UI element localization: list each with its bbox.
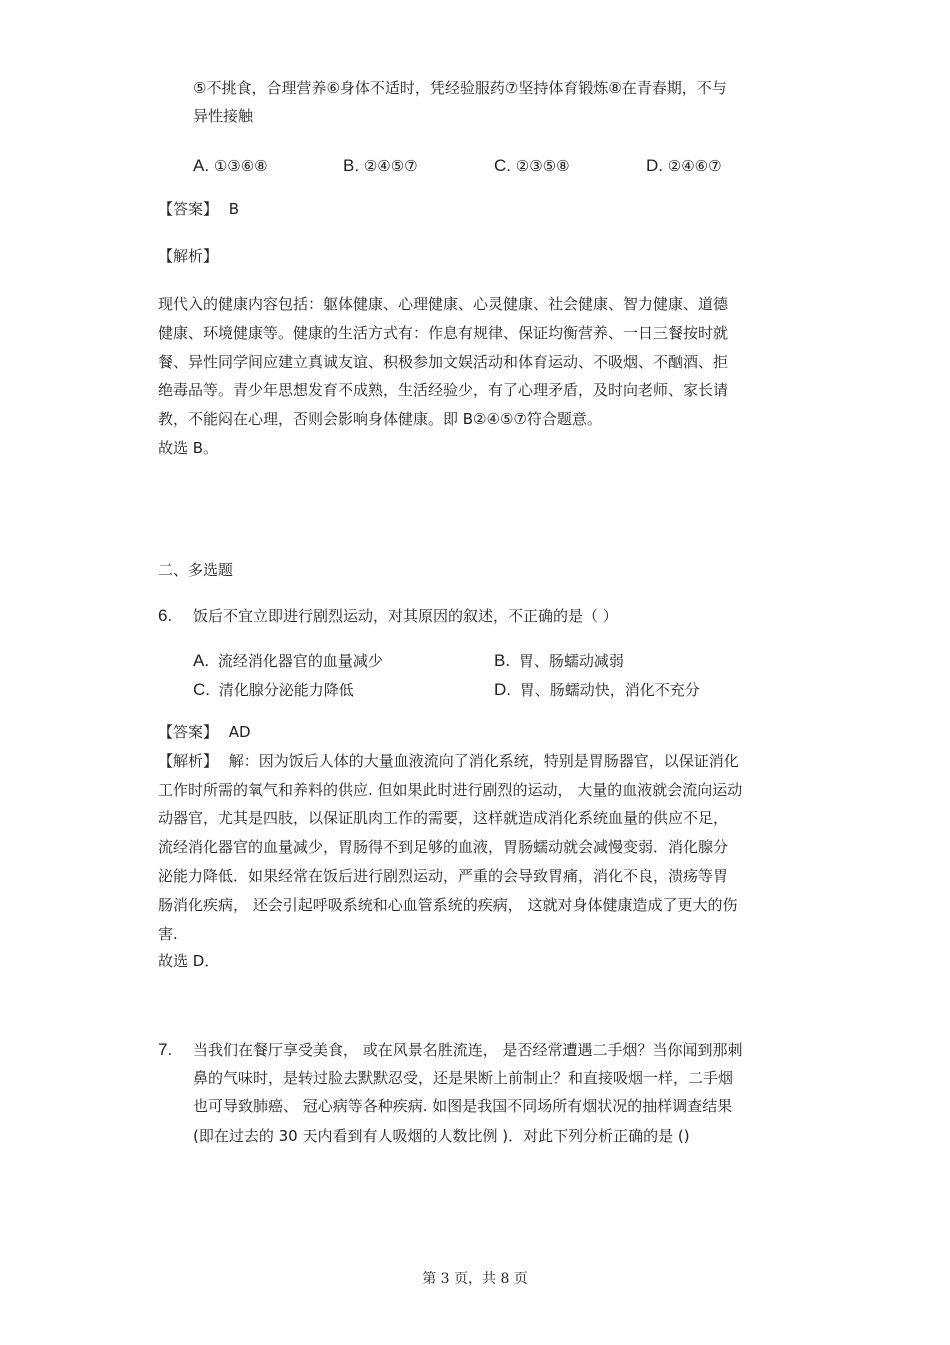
answer-value: B <box>228 200 240 218</box>
option-letter: D. <box>646 156 663 175</box>
q6-option-c <box>193 680 354 700</box>
option-text: ②④⑤⑦ <box>363 157 418 175</box>
page-footer: 第 3 页，共 8 页 <box>422 1271 528 1287</box>
option-letter: D. <box>494 680 511 699</box>
q6-option-a <box>193 651 383 671</box>
option-text: 清化腺分泌能力降低 <box>218 681 354 699</box>
q5-option-b <box>343 156 418 176</box>
q6-stem: 饭后不宜立即进行剧烈运动，对其原因的叙述，不正确的是（ ） <box>193 607 618 625</box>
question-number: 6. <box>158 606 173 625</box>
q6-answer <box>158 722 251 742</box>
q6-analysis-line: 工作时所需的氧气和养料的供应. 但如果此时进行剧烈的运动， 大量的血液就会流向运动 <box>158 781 743 799</box>
analysis-text: 解：因为饭后人体的大量血液流向了消化系统，特别是胃肠器官，以保证消化 <box>228 752 739 770</box>
option-text: ①③⑥⑧ <box>213 157 268 175</box>
answer-label: 【答案】 <box>158 723 219 741</box>
q7-line: 也可导致肺癌、 冠心病等各种疾病. 如图是我国不同场所有烟状况的抽样调查结果 <box>193 1097 733 1115</box>
q5-option-a <box>193 156 268 176</box>
option-text: ②③⑤⑧ <box>515 157 570 175</box>
q6-analysis-first-line <box>158 751 739 771</box>
option-letter: A. <box>193 651 210 670</box>
q5-analysis-line: 现代入的健康内容包括：躯体健康、心理健康、心灵健康、社会健康、智力健康、道德 <box>158 295 729 313</box>
q6-option-d <box>494 680 700 700</box>
question-number: 7. <box>158 1040 173 1059</box>
q6-analysis-line: 泌能力降低．如果经常在饭后进行剧烈运动，严重的会导致胃痛，消化不良，溃疡等胃 <box>158 867 729 885</box>
q7-line: (即在过去的 30 天内看到有人吸烟的人数比例 )．对此下列分析正确的是 () <box>193 1127 690 1145</box>
option-text: 流经消化器官的血量减少 <box>217 652 383 670</box>
q6-option-b <box>494 651 624 671</box>
q5-stem-line-1: ⑤不挑食，合理营养⑥身体不适时，凭经验服药⑦坚持体育锻炼⑧在青春期，不与 <box>193 79 727 97</box>
answer-label: 【答案】 <box>158 200 219 218</box>
q5-analysis-line: 教，不能闷在心理，否则会影响身体健康。即 B②④⑤⑦符合题意。 <box>158 410 602 428</box>
q5-analysis-label: 【解析】 <box>158 247 219 265</box>
q6-analysis-line: 肠消化疾病， 还会引起呼吸系统和心血管系统的疾病， 这就对身体健康造成了更大的伤 <box>158 896 738 914</box>
q6-analysis-line: 害. <box>158 925 178 943</box>
q5-option-c <box>494 156 570 176</box>
option-letter: A. <box>193 156 210 175</box>
analysis-label: 【解析】 <box>158 752 219 770</box>
q6-analysis-line: 动器官，尤其是四肢，以保证肌肉工作的需要，这样就造成消化系统血量的供应不足， <box>158 809 729 827</box>
q5-analysis-line: 餐、异性同学间应建立真诚友谊、积极参加文娱活动和体育运动、不吸烟、不酗酒、拒 <box>158 353 729 371</box>
q6-analysis-line: 故选 D． <box>158 952 220 970</box>
q6-number <box>158 606 172 626</box>
q6-analysis-line: 流经消化器官的血量减少，胃肠得不到足够的血液，胃肠蠕动就会减慢变弱．消化腺分 <box>158 838 729 856</box>
option-text: ②④⑥⑦ <box>667 157 722 175</box>
q7-line: 当我们在餐厅享受美食， 或在风景名胜流连， 是否经常遭遇二手烟？当你闻到那刺 <box>193 1041 743 1059</box>
q5-answer <box>158 199 239 219</box>
option-letter: B. <box>494 651 511 670</box>
option-letter: B. <box>343 156 360 175</box>
option-letter: C. <box>494 156 511 175</box>
option-text: 胃、肠蠕动减弱 <box>518 652 624 670</box>
q5-analysis-line: 健康、环境健康等。健康的生活方式有：作息有规律、保证均衡营养、一日三餐按时就 <box>158 324 729 342</box>
q7-line: 鼻的气味时，是转过脸去默默忍受，还是果断上前制止？和直接吸烟一样，二手烟 <box>193 1069 734 1087</box>
q5-option-d <box>646 156 722 176</box>
answer-value: AD <box>228 723 251 741</box>
q5-stem-line-2: 异性接触 <box>193 107 254 125</box>
q5-analysis-line: 故选 B。 <box>158 439 219 457</box>
option-text: 胃、肠蠕动快，消化不充分 <box>519 681 700 699</box>
q7-number <box>158 1040 172 1060</box>
option-letter: C. <box>193 680 210 699</box>
q5-analysis-line: 绝毒品等。青少年思想发育不成熟，生活经验少，有了心理矛盾，及时向老师、家长请 <box>158 381 729 399</box>
section-title: 二、多选题 <box>158 561 234 579</box>
